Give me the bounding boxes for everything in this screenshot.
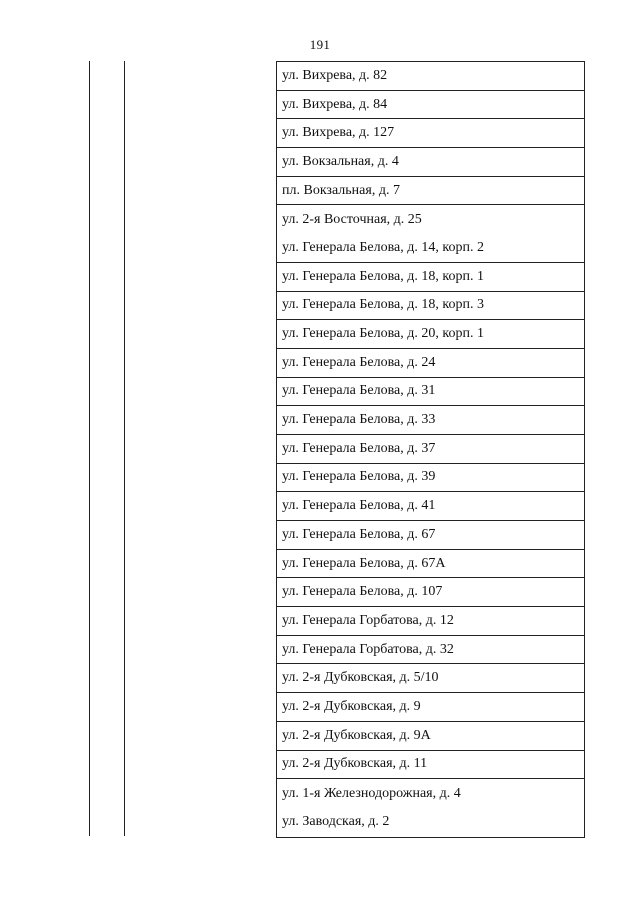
address-text: ул. 2-я Дубковская, д. 9 [282, 698, 421, 714]
address-row [277, 636, 584, 665]
address-row [277, 607, 584, 636]
address-row [277, 263, 584, 292]
address-text: ул. 2-я Дубковская, д. 5/10 [282, 670, 439, 686]
address-text: ул. Вихрева, д. 127 [282, 125, 395, 141]
address-row [277, 349, 584, 378]
address-text: пл. Вокзальная, д. 7 [282, 182, 400, 198]
address-text: ул. Вихрева, д. 82 [282, 67, 388, 83]
address-text: ул. Вокзальная, д. 4 [282, 153, 399, 169]
address-row [277, 406, 584, 435]
address-row [277, 693, 584, 722]
address-row [277, 62, 584, 91]
page-number: 191 [309, 37, 331, 52]
address-text: ул. Генерала Белова, д. 20, корп. 1 [282, 326, 484, 342]
address-text: ул. 2-я Дубковская, д. 11 [282, 756, 428, 772]
address-row [277, 119, 584, 148]
address-text: ул. 1-я Железнодорожная, д. 4 [282, 785, 461, 801]
address-row [277, 550, 584, 579]
address-row [277, 751, 584, 780]
address-row [277, 148, 584, 177]
address-row [277, 292, 584, 321]
address-text: ул. Генерала Белова, д. 67 [282, 526, 436, 542]
address-row [277, 91, 584, 120]
address-text: ул. Генерала Белова, д. 41 [282, 498, 436, 514]
address-text: ул. Генерала Белова, д. 24 [282, 354, 436, 370]
address-text: ул. 2-я Восточная, д. 25 [282, 211, 422, 227]
address-text: ул. Генерала Белова, д. 18, корп. 1 [282, 268, 484, 284]
address-row [277, 205, 584, 234]
table-column-border-2 [124, 61, 125, 836]
address-row [277, 378, 584, 407]
address-text: ул. Заводская, д. 2 [282, 814, 390, 830]
table-column-border-1 [89, 61, 90, 836]
address-row [277, 779, 584, 808]
address-text: ул. Генерала Белова, д. 67А [282, 555, 446, 571]
address-row [277, 234, 584, 263]
address-text: ул. Генерала Белова, д. 18, корп. 3 [282, 297, 484, 313]
address-text: ул. Генерала Горбатова, д. 12 [282, 612, 454, 628]
address-text: ул. Генерала Белова, д. 31 [282, 383, 436, 399]
address-row [277, 664, 584, 693]
address-row [277, 492, 584, 521]
address-text: ул. 2-я Дубковская, д. 9А [282, 727, 431, 743]
address-text: ул. Генерала Горбатова, д. 32 [282, 641, 454, 657]
address-row [277, 464, 584, 493]
address-row [277, 521, 584, 550]
address-row [277, 578, 584, 607]
address-text: ул. Генерала Белова, д. 37 [282, 440, 436, 456]
address-row [277, 808, 584, 837]
address-text: ул. Генерала Белова, д. 14, корп. 2 [282, 239, 484, 255]
address-table [276, 61, 585, 838]
address-row [277, 320, 584, 349]
address-row [277, 177, 584, 206]
address-row [277, 722, 584, 751]
address-row [277, 435, 584, 464]
address-text: ул. Генерала Белова, д. 39 [282, 469, 436, 485]
address-text: ул. Генерала Белова, д. 33 [282, 412, 436, 428]
address-text: ул. Генерала Белова, д. 107 [282, 584, 443, 600]
address-text: ул. Вихрева, д. 84 [282, 96, 388, 112]
